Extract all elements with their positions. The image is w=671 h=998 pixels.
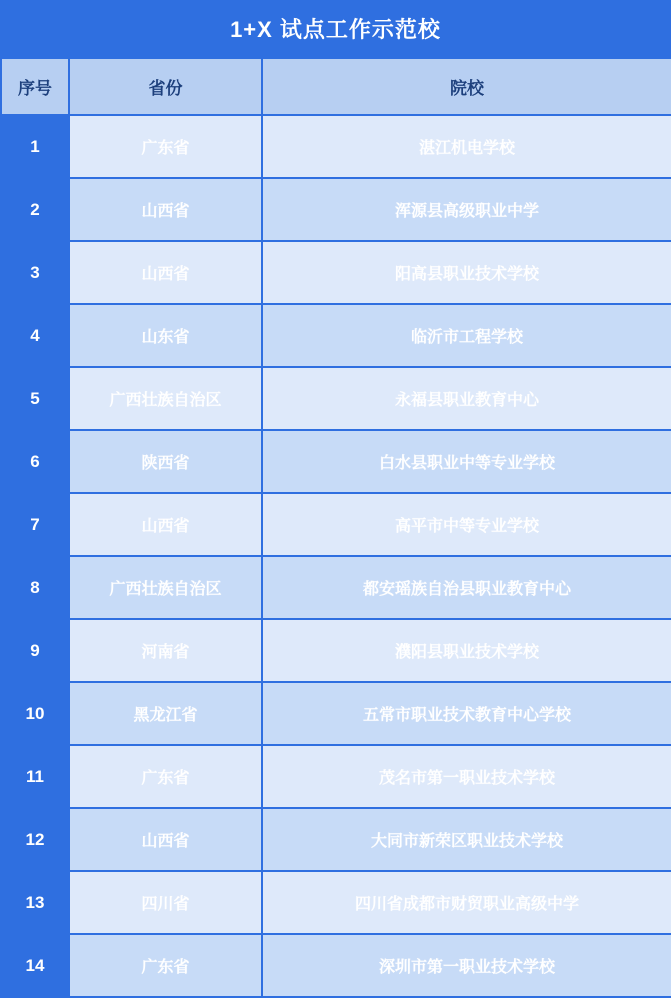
row-province: 河南省 xyxy=(69,619,262,682)
row-province: 广西壮族自治区 xyxy=(69,367,262,430)
table-row xyxy=(1,556,671,619)
row-province: 广东省 xyxy=(69,934,262,997)
row-province: 黑龙江省 xyxy=(69,682,262,745)
row-school: 四川省成都市财贸职业高级中学 xyxy=(262,871,671,934)
row-school: 阳高县职业技术学校 xyxy=(262,241,671,304)
row-school: 临沂市工程学校 xyxy=(262,304,671,367)
row-school: 濮阳县职业技术学校 xyxy=(262,619,671,682)
row-index: 6 xyxy=(1,430,69,493)
row-index: 7 xyxy=(1,493,69,556)
row-index: 1 xyxy=(1,115,69,178)
row-province: 山西省 xyxy=(69,241,262,304)
row-school: 都安瑶族自治县职业教育中心 xyxy=(262,556,671,619)
table-header-row xyxy=(1,58,671,115)
row-index: 10 xyxy=(1,682,69,745)
row-index: 13 xyxy=(1,871,69,934)
row-province: 广东省 xyxy=(69,745,262,808)
column-header-index: 序号 xyxy=(1,58,69,115)
row-index: 5 xyxy=(1,367,69,430)
row-index: 12 xyxy=(1,808,69,871)
table-row xyxy=(1,934,671,997)
table-row xyxy=(1,367,671,430)
table-row xyxy=(1,178,671,241)
row-school: 深圳市第一职业技术学校 xyxy=(262,934,671,997)
row-index: 8 xyxy=(1,556,69,619)
row-school: 浑源县高级职业中学 xyxy=(262,178,671,241)
table-row xyxy=(1,808,671,871)
table-row xyxy=(1,871,671,934)
table-row xyxy=(1,493,671,556)
row-school: 大同市新荣区职业技术学校 xyxy=(262,808,671,871)
table-row xyxy=(1,115,671,178)
table-row xyxy=(1,682,671,745)
row-province: 广东省 xyxy=(69,115,262,178)
table-body xyxy=(1,115,671,997)
row-province: 广西壮族自治区 xyxy=(69,556,262,619)
row-province: 山西省 xyxy=(69,178,262,241)
table-row xyxy=(1,745,671,808)
table-row xyxy=(1,430,671,493)
row-province: 陕西省 xyxy=(69,430,262,493)
row-school: 茂名市第一职业技术学校 xyxy=(262,745,671,808)
column-header-province: 省份 xyxy=(69,58,262,115)
schools-table xyxy=(0,57,671,998)
row-school: 永福县职业教育中心 xyxy=(262,367,671,430)
row-index: 14 xyxy=(1,934,69,997)
table-row xyxy=(1,241,671,304)
table-row xyxy=(1,619,671,682)
table-header xyxy=(1,58,671,115)
row-index: 9 xyxy=(1,619,69,682)
row-province: 四川省 xyxy=(69,871,262,934)
row-school: 白水县职业中等专业学校 xyxy=(262,430,671,493)
column-header-school: 院校 xyxy=(262,58,671,115)
row-province: 山东省 xyxy=(69,304,262,367)
row-index: 2 xyxy=(1,178,69,241)
row-index: 3 xyxy=(1,241,69,304)
row-school: 湛江机电学校 xyxy=(262,115,671,178)
table-row xyxy=(1,304,671,367)
row-province: 山西省 xyxy=(69,808,262,871)
row-index: 11 xyxy=(1,745,69,808)
row-province: 山西省 xyxy=(69,493,262,556)
row-index: 4 xyxy=(1,304,69,367)
row-school: 高平市中等专业学校 xyxy=(262,493,671,556)
row-school: 五常市职业技术教育中心学校 xyxy=(262,682,671,745)
page-title: 1+X 试点工作示范校 xyxy=(0,0,671,57)
